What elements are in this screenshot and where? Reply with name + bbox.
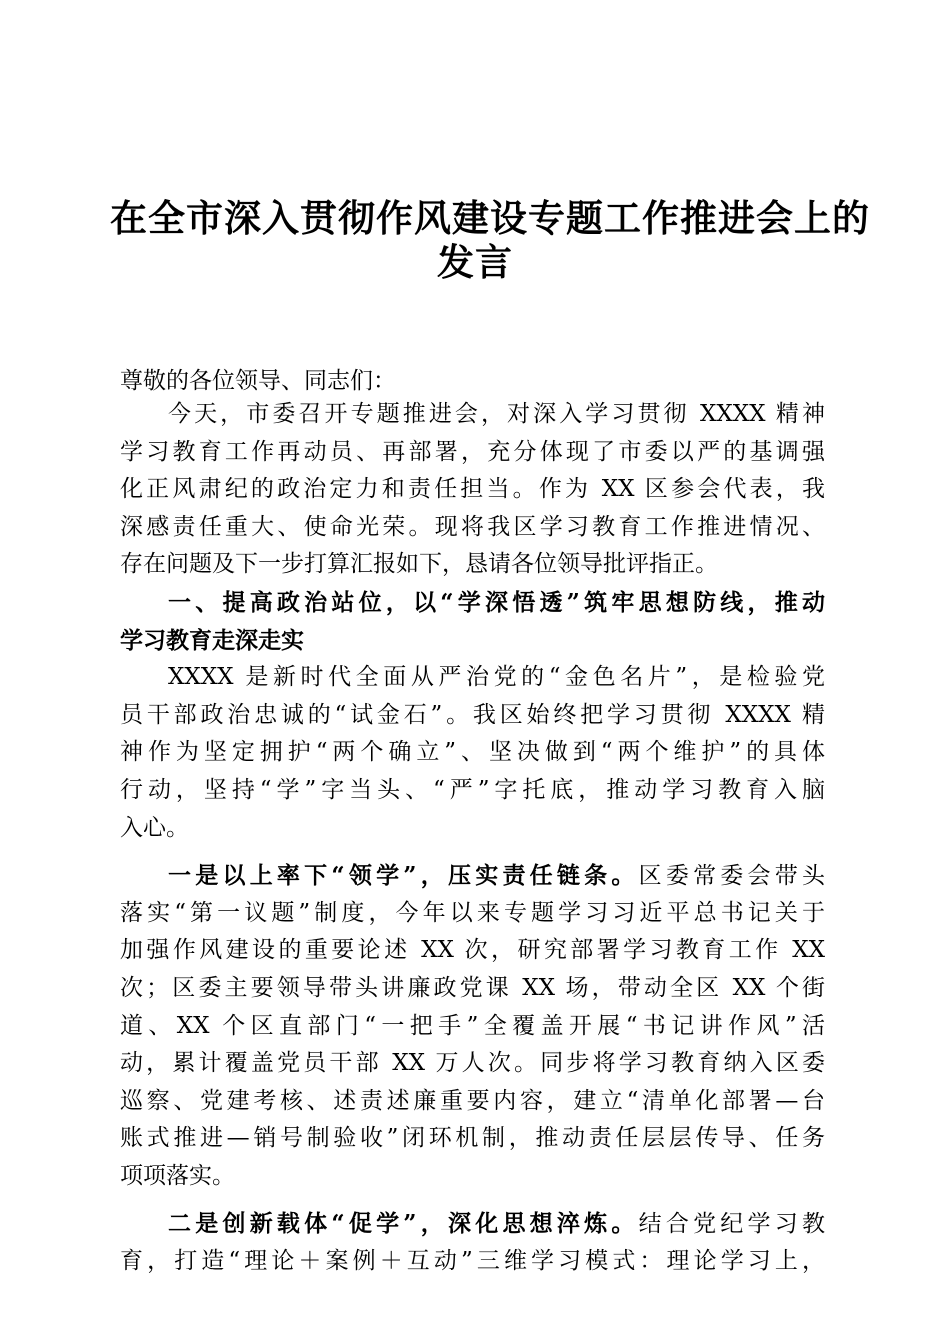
lead-continuation: 结合党纪学习教 xyxy=(638,1211,825,1238)
lead-continuation: 区委常委会带头 xyxy=(638,863,825,890)
text-line: 加强作风建设的重要论述 XX 次，研究部署学习教育工作 XX xyxy=(120,937,825,964)
text-line: XXXX 是新时代全面从严治党的“金色名片”，是检验党 xyxy=(168,664,825,691)
text-line: 化正风肃纪的政治定力和责任担当。作为 XX 区参会代表，我 xyxy=(120,476,825,503)
text-line: 深感责任重大、使命光荣。现将我区学习教育工作推进情况、 xyxy=(120,513,825,540)
text-line: 巡察、党建考核、述责述廉重要内容，建立“清单化部署—台 xyxy=(120,1087,825,1114)
document-title-line-1: 在全市深入贯彻作风建设专题工作推进会上的 xyxy=(110,196,870,240)
text-line: 育，打造“理论＋案例＋互动”三维学习模式：理论学习上， xyxy=(120,1248,825,1275)
salutation: 尊敬的各位领导、同志们： xyxy=(120,368,396,394)
text-line: 道、XX 个区直部门“一把手”全覆盖开展“书记讲作风”活 xyxy=(120,1012,825,1039)
heading-line: 学习教育走深走实 xyxy=(120,626,304,654)
text-line: 动，累计覆盖党员干部 XX 万人次。同步将学习教育纳入区委 xyxy=(120,1050,825,1077)
text-line: 账式推进—销号制验收”闭环机制，推动责任层层传导、任务 xyxy=(120,1125,825,1152)
document-body xyxy=(120,396,825,1281)
section-heading-1 xyxy=(120,584,825,659)
paragraph-intro xyxy=(120,659,825,847)
text-line: 员干部政治忠诚的“试金石”。我区始终把学习贯彻 XXXX 精 xyxy=(120,701,825,728)
paragraph-lead: 二是创新载体“促学”，深化思想淬炼。 xyxy=(168,1210,639,1238)
text-line: 次；区委主要领导带头讲廉政党课 XX 场，带动全区 XX 个街 xyxy=(120,974,825,1001)
paragraph-point-2 xyxy=(120,1205,825,1280)
paragraph-lead: 一是以上率下“领学”，压实责任链条。 xyxy=(168,862,639,890)
text-line xyxy=(120,1205,825,1243)
paragraph-opening xyxy=(120,396,825,584)
text-line: 入心。 xyxy=(120,814,189,841)
text-line: 行动，坚持“学”字当头、“严”字托底，推动学习教育入脑 xyxy=(120,776,825,803)
text-line xyxy=(120,857,825,895)
heading-line: 一、提高政治站位，以“学深悟透”筑牢思想防线，推动 xyxy=(168,588,825,616)
paragraph-point-1 xyxy=(120,857,825,1195)
text-line: 学习教育工作再动员、再部署，充分体现了市委以严的基调强 xyxy=(120,438,825,465)
text-line: 存在问题及下一步打算汇报如下，恳请各位领导批评指正。 xyxy=(120,551,718,578)
text-line: 今天，市委召开专题推进会，对深入学习贯彻 XXXX 精神 xyxy=(168,401,825,427)
text-line: 项项落实。 xyxy=(120,1162,235,1189)
document-title-line-2: 发言 xyxy=(437,240,513,284)
text-line: 落实“第一议题”制度，今年以来专题学习习近平总书记关于 xyxy=(120,899,825,926)
text-line: 神作为坚定拥护“两个确立”、坚决做到“两个维护”的具体 xyxy=(120,739,825,766)
